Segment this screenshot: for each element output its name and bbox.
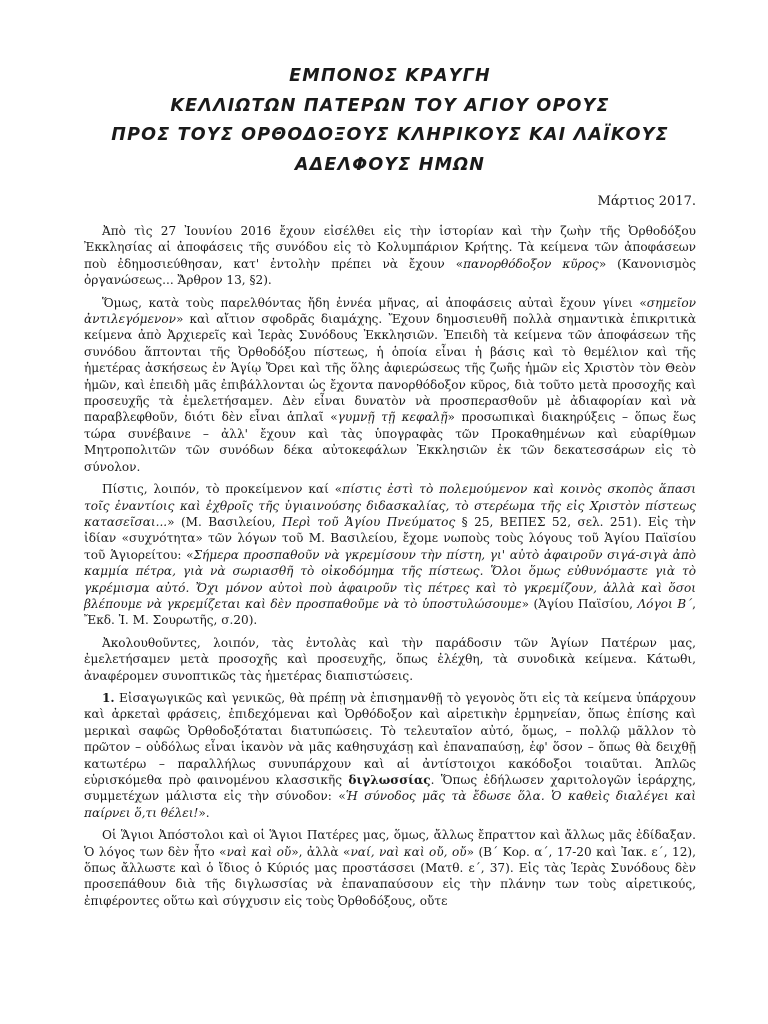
text-run: » καὶ αἴτιον σφοδρᾶς διαμάχης. Ἔχουν δημοσιευθῆ πολλὰ σημαντικὰ ἐπικριτικὰ κείμενα ἀπὸ Ἀρχιερεῖς καὶ Ἱερὰς Συνόδους Ἐκκλησιῶν. Ἐπειδὴ τὰ κείμενα τῶν ἀποφάσεων τῆς συνόδου ἅπτονται τῆς Ὀρθοδόξου πίστεως, ἡ ὁποία εἶναι ἡ βάσις καὶ τὸ θεμέλιον καὶ τῆς ἡμετέρας ἀσκήσεως ἐν Ἁγίῳ Ὄρει καὶ τῆς ὅλης ἀφιερώσεως τῆς ζωῆς ἡμῶν εἰς Χριστὸν τὸν Θεὸν ἡμῶν, καὶ ἐπειδὴ μᾶς ἐπιβάλλονται ὡς ἔχοντα πανορθόδοξον κῦρος, διὰ τοῦτο μετὰ προσοχῆς καὶ προσευχῆς τὰ ἐμελετήσαμεν. Δὲν εἶναι δυνατὸν νὰ προσπερασθοῦν μὲ ἀδιαφορίαν καὶ νὰ παραβλεφθοῦν, διότι δὲν εἶναι ἁπλαῖ « xyxy=(84,312,696,425)
italic-text: Σήμερα προσπαθοῦν νὰ γκρεμίσουν τὴν πίστη, γι' αὐτὸ ἀφαιροῦν σιγά-σιγὰ ἀπὸ καμμία πέτρα, γιὰ νὰ σωριασθῆ τὸ οἰκοδόμημα τῆς πίστεως. Ὅλοι ὅμως εὐθυνόμαστε γιὰ τὸ γκρέμισμα αὐτό. Ὄχι μόνον αὐτοὶ ποὺ ἀφαιροῦν τὶς πέτρες καὶ τὸ γκρεμίζουν, ἀλλὰ καὶ ὅσοι βλέπουμε νὰ γκρεμίζεται καὶ δὲν προσπαθοῦμε νὰ τὸ ὑποστυλώσουμε xyxy=(84,547,696,611)
title-line-3: ΠΡΟΣ ΤΟΥΣ ΟΡΘΟΔΟΞΟΥΣ ΚΛΗΡΙΚΟΥΣ ΚΑΙ ΛΑΪΚΟΥΣ xyxy=(111,125,669,145)
italic-text: ναὶ καὶ οὔ xyxy=(226,844,292,859)
text-run: , Ἔκδ. Ἱ. Μ. Σουρωτῆς, σ.20). xyxy=(84,596,697,628)
body-paragraph xyxy=(84,295,696,475)
italic-text: σημεῖον ἀντιλεγόμενον xyxy=(84,295,696,327)
body-paragraph xyxy=(84,690,696,821)
text-run: », ἀλλὰ « xyxy=(291,844,351,859)
title-line-1: ΕΜΠΟΝΟΣ ΚΡΑΥΓΗ xyxy=(289,66,491,86)
text-run: Πίστις, λοιπόν, τὸ προκείμενον καί « xyxy=(102,482,343,497)
italic-text: ναί, ναὶ καὶ οὔ, οὔ xyxy=(350,844,467,859)
body-paragraph xyxy=(84,481,696,629)
text-run: » προσωπικαὶ διακηρύξεις – ὅπως ἕως τώρα συνέβαινε – ἀλλ' ἔχουν καὶ τὰς ὑπογραφὰς τῶν Προκαθημένων καὶ εὐαρίθμων Μητροπολιτῶν τῶν συνόδων δέκα αὐτοκεφάλων Ἐκκλησιῶν ἐκ τῶν δεκατεσσάρων εἰς τὸ σύνολον. xyxy=(84,410,696,474)
text-run: ». xyxy=(198,805,210,820)
italic-text: Ἡ σύνοδος μᾶς τὰ ἔδωσε ὅλα. Ὁ καθεὶς διαλέγει καὶ παίρνει ὅ,τι θέλει! xyxy=(84,789,696,820)
italic-text: πίστις ἐστὶ τὸ πολεμούμενον καὶ κοινὸς σκοπὸς ἅπασι τοῖς ἐναντίοις καὶ ἐχθροῖς τῆς ὑγιαινούσης διδασκαλίας, τὸ στερέωμα τῆς εἰς Χριστὸν πίστεως κατασεῖσαι... xyxy=(84,482,697,529)
italic-text: πανορθόδοξον κῦρος xyxy=(463,256,599,271)
text-run: § 25, ΒΕΠΕΣ 52, σελ. 251). Εἰς τὴν ἰδίαν «συχνότητα» τῶν λόγων τοῦ Μ. Βασιλείου, ἔχομε νωποὺς τοὺς λόγους τοῦ Ἁγίου Παϊσίου τοῦ Ἁγιορείτου: « xyxy=(84,514,697,562)
body-paragraph xyxy=(84,827,696,909)
title-line-2: ΚΕΛΛΙΩΤΩΝ ΠΑΤΕΡΩΝ ΤΟΥ ΑΓΙΟΥ ΟΡΟΥΣ xyxy=(170,95,610,116)
text-run: Ἀπὸ τὶς 27 Ἰουνίου 2016 ἔχουν εἰσέλθει εἰς τὴν ἱστορίαν καὶ τὴν ζωὴν τῆς Ὀρθοδόξου Ἐκκλησίας αἱ ἀποφάσεις τῆς συνόδου εἰς τὸ Κολυμπάριον Κρήτης. Τὰ κείμενα τῶν ἀποφάσεων ποὺ ἐδημοσιεύθησαν, κατ' ἐντολὴν πρέπει νὰ ἔχουν « xyxy=(84,224,696,271)
text-run: Ἀκολουθοῦντες, λοιπόν, τὰς ἐντολὰς καὶ τὴν παράδοσιν τῶν Ἁγίων Πατέρων μας, ἐμελετήσαμεν μετὰ προσοχῆς καὶ προσευχῆς, ὅπως ἐλέχθη, τὰ συνοδικὰ κείμενα. Κάτωθι, ἀναφέρομεν συνοπτικῶς τὰς ἡμετέρας διαπιστώσεις. xyxy=(84,635,696,683)
document-page xyxy=(84,62,696,915)
italic-text: γυμνῇ τῇ κεφαλῇ xyxy=(337,410,448,425)
body-paragraph xyxy=(84,635,696,684)
italic-text: Περὶ τοῦ Ἁγίου Πνεύματος xyxy=(281,514,456,529)
text-run: Εἰσαγωγικῶς καὶ γενικῶς, θὰ πρέπῃ νὰ ἐπισημανθῇ τὸ γεγονὸς ὅτι εἰς τὰ κείμενα ὑπάρχουν καὶ ἀρκεταὶ φράσεις, ἐπιδεχόμεναι καὶ Ὀρθόδοξον καὶ αἱρετικὴν ἑρμηνείαν, ὅπως ἐπίσης καὶ μερικαὶ σαφῶς Ὀρθοδοξόταται διατυπώσεις. Τὸ τελευταῖον αὐτό, ὅμως, – πολλῷ μᾶλλον τὸ πρῶτον – οὐδόλως εἶναι ἱκανὸν νὰ μᾶς καθησυχάσῃ καὶ ἐπαναπαύσῃ, ἐφ' ὅσον – ὅπως θὰ δειχθῇ κατωτέρω – παραλλήλως συνυπάρχουν καὶ αἱ ἀντίστοιχοι κακόδοξοι τοιαῦται. Ἁπλῶς εὑρισκόμεθα πρὸ φαινομένου κλασσικῆς xyxy=(84,690,696,787)
body-paragraph xyxy=(84,223,696,289)
italic-text: Λόγοι Β΄ xyxy=(637,596,693,611)
text-run: » (Β΄ Κορ. α΄, 17-20 καὶ Ἰακ. ε΄, 12), ὅπως ἄλλωστε καὶ ὁ ἴδιος ὁ Κύριός μας προστάσσει (Ματθ. ε΄, 37). Εἰς τὰς Ἱερὰς Συνόδους δὲν προσεπάθουν διὰ τῆς διγλωσσίας νὰ ἐπαναπαύσουν εἰς τὴν πλάνην των τοὺς αἱρετικούς, ἐπιφέροντες οὕτω καὶ σύγχυσιν εἰς τοὺς Ὀρθοδόξους, οὔτε xyxy=(84,844,696,908)
document-body xyxy=(84,223,696,909)
document-date: Μάρτιος 2017. xyxy=(597,194,696,209)
text-run: » (Ἁγίου Παϊσίου, xyxy=(521,596,638,611)
bold-text: 1. xyxy=(102,690,115,705)
text-run: » (Κανονισμὸς ὀργανώσεως... Ἄρθρον 13, §2). xyxy=(84,256,696,288)
text-run: Ὅμως, κατὰ τοὺς παρελθόντας ἤδη ἐννέα μῆνας, αἱ ἀποφάσεις αὐταὶ ἔχουν γίνει « xyxy=(102,295,647,310)
document-title xyxy=(84,62,696,180)
text-run: . Ὅπως ἐδήλωσεν χαριτολογῶν ἱεράρχης, συμμετέχων μάλιστα εἰς τὴν σύνοδον: « xyxy=(84,773,696,804)
title-line-4: ΑΔΕΛΦΟΥΣ ΗΜΩΝ xyxy=(294,154,486,175)
text-run: Οἱ Ἅγιοι Ἀπόστολοι καὶ οἱ Ἅγιοι Πατέρες μας, ὅμως, ἄλλως ἔπραττον καὶ ἄλλως μᾶς ἐδίδαξαν. Ὁ λόγος των δὲν ἦτο « xyxy=(84,828,696,859)
text-run: » (Μ. Βασιλείου, xyxy=(167,514,282,529)
bold-text: διγλωσσίας xyxy=(348,773,431,787)
